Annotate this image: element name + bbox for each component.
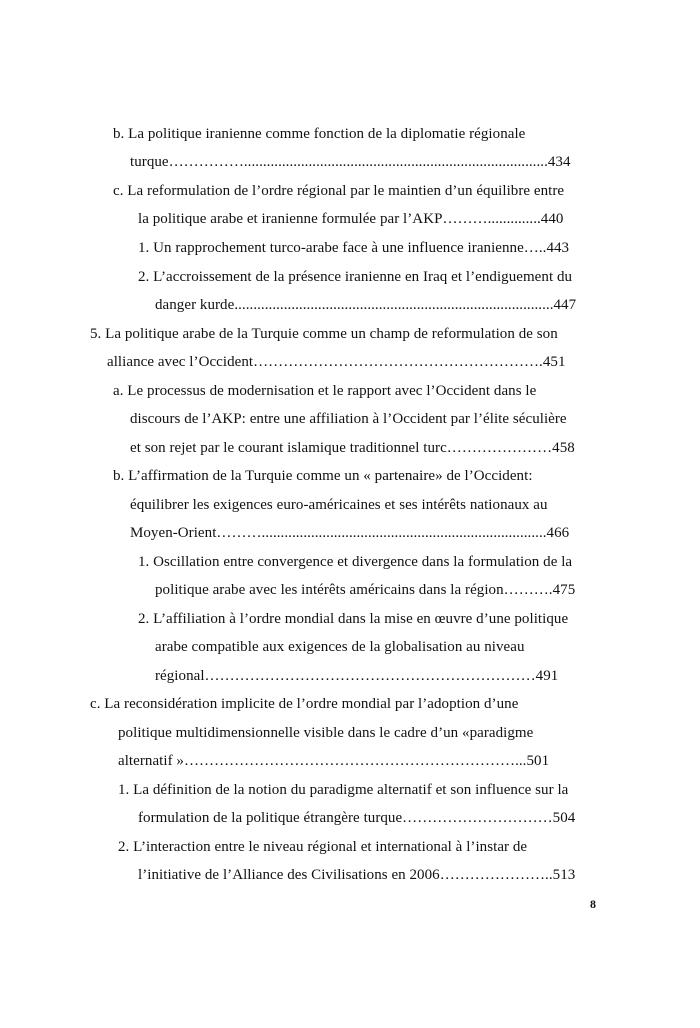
toc-line: c. La reformulation de l’ordre régional par le maintien d’un équilibre entre	[113, 183, 565, 199]
toc-line: b. La politique iranienne comme fonction de la diplomatie régionale	[113, 126, 526, 142]
toc-line: politique arabe avec les intérêts américains dans la région……….475	[155, 582, 576, 598]
toc-line: Moyen-Orient………...........................................................................466	[130, 525, 570, 541]
toc-line: c. La reconsidération implicite de l’ordre mondial par l’adoption d’une	[90, 696, 519, 712]
toc-line: b. L’affirmation de la Turquie comme un « partenaire» de l’Occident:	[113, 468, 533, 484]
toc-line: l’initiative de l’Alliance des Civilisations en 2006…………………..513	[138, 867, 576, 883]
toc-line: 1. Oscillation entre convergence et divergence dans la formulation de la	[138, 554, 573, 570]
toc-line: alternatif »…………………………………………………………...501	[118, 753, 550, 769]
toc-line: turque……………................................................................................434	[130, 154, 571, 170]
toc-line: la politique arabe et iranienne formulée par l’AKP………..............440	[138, 211, 564, 227]
toc-line: a. Le processus de modernisation et le rapport avec l’Occident dans le	[113, 383, 537, 399]
toc-line: discours de l’AKP: entre une affiliation à l’Occident par l’élite séculière	[130, 411, 567, 427]
toc-line: équilibrer les exigences euro-américaines et ses intérêts nationaux au	[130, 497, 548, 513]
page-number: 8	[590, 897, 596, 911]
toc-line: arabe compatible aux exigences de la globalisation au niveau	[155, 639, 525, 655]
toc-line: 1. Un rapprochement turco-arabe face à une influence iranienne…..443	[138, 240, 570, 256]
toc-line: 2. L’interaction entre le niveau régional et international à l’instar de	[118, 839, 528, 855]
toc-line: régional…………………………………………………………491	[155, 668, 559, 684]
toc-line: danger kurde....................................................................................447	[155, 297, 577, 313]
toc-line: et son rejet par le courant islamique traditionnel turc…………………458	[130, 440, 575, 456]
toc-line: 2. L’accroissement de la présence iranienne en Iraq et l’endiguement du	[138, 269, 573, 285]
toc-line: 1. La définition de la notion du paradigme alternatif et son influence sur la	[118, 782, 569, 798]
toc-line: politique multidimensionnelle visible dans le cadre d’un «paradigme	[118, 725, 534, 741]
toc-line: 2. L’affiliation à l’ordre mondial dans la mise en œuvre d’une politique	[138, 611, 569, 627]
toc-line: alliance avec l’Occident………………………………………………….451	[107, 354, 566, 370]
toc-line: 5. La politique arabe de la Turquie comme un champ de reformulation de son	[90, 326, 558, 342]
toc-line: formulation de la politique étrangère turque…………………………504	[138, 810, 576, 826]
